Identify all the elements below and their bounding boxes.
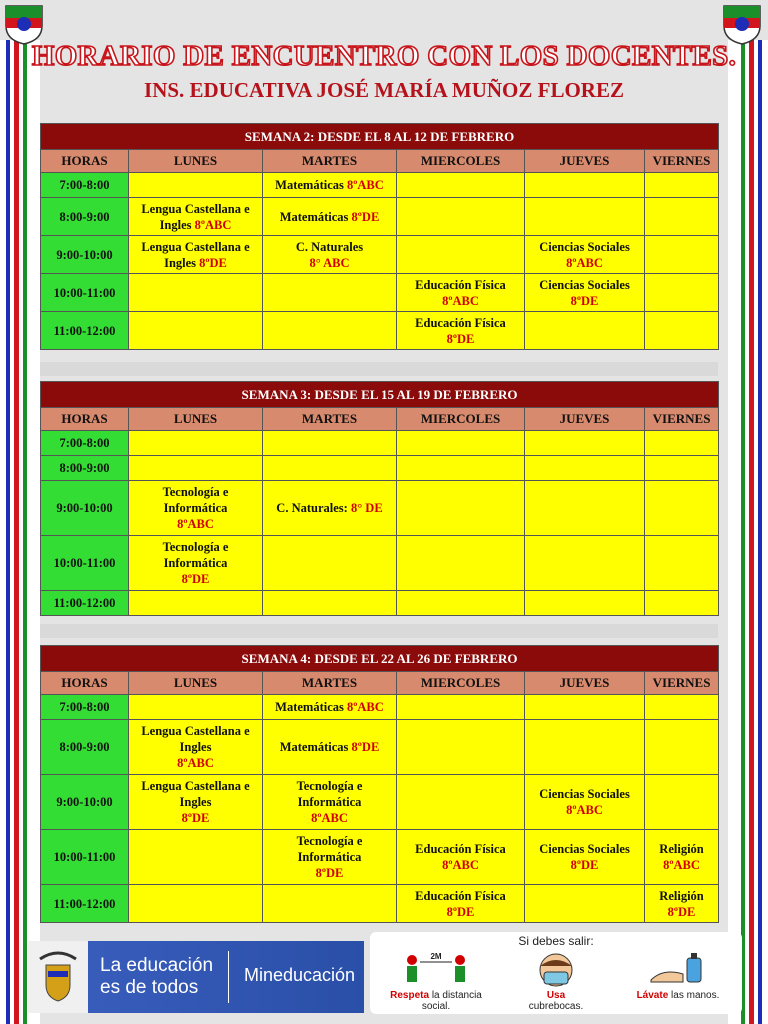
group-label: 8ºDE	[446, 904, 475, 919]
group-label: 8ºABC	[663, 858, 700, 872]
schedule-cell	[397, 274, 525, 312]
subject-name: Matemáticas	[275, 700, 344, 714]
schedule-cell	[397, 591, 525, 616]
subject-name: C. Naturales	[295, 239, 364, 254]
schedule-cell	[645, 274, 719, 312]
hour-slot: 7:00-8:00	[41, 173, 129, 198]
column-header-lunes: LUNES	[129, 408, 263, 431]
group-label: 8ºABC	[566, 255, 603, 270]
schedule-cell	[525, 775, 645, 830]
schedule-cell	[397, 720, 525, 775]
subject-name: Lengua Castellana e Ingles	[141, 239, 250, 270]
group-label: 8ºABC	[177, 517, 214, 531]
schedule-cell	[645, 885, 719, 923]
hour-slot: 7:00-8:00	[41, 695, 129, 720]
schedule-cell	[129, 274, 263, 312]
hour-slot: 11:00-12:00	[41, 885, 129, 923]
table-row	[41, 536, 719, 591]
schedule-cell	[645, 481, 719, 536]
column-header-horas: HORAS	[41, 408, 129, 431]
handwash-icon	[643, 950, 713, 990]
schedule-cell	[397, 198, 525, 236]
hour-slot: 8:00-9:00	[41, 198, 129, 236]
schedule-cell	[129, 720, 263, 775]
subject-name: Tecnología e Informática	[296, 834, 363, 864]
schedule-cell	[129, 591, 263, 616]
schedule-cell	[525, 198, 645, 236]
schedule-cell	[645, 456, 719, 481]
schedule-cell	[129, 431, 263, 456]
group-label: 8ºDE	[446, 331, 475, 346]
tip-distance: 2M Respeta la distancia social.	[390, 952, 482, 1012]
table-row	[41, 775, 719, 830]
schedule-cell	[263, 830, 397, 885]
table-row	[41, 274, 719, 312]
schedule-cell	[263, 173, 397, 198]
table-row	[41, 720, 719, 775]
subject-name: Matemáticas	[279, 740, 349, 754]
subject-name: C. Naturales:	[276, 501, 348, 515]
schedule-cell	[397, 536, 525, 591]
schedule-cell	[129, 536, 263, 591]
group-label: 8ºABC	[177, 756, 214, 770]
right-flag-stripes	[728, 40, 768, 1024]
group-label: 8ºABC	[566, 803, 603, 817]
schedule-cell	[645, 236, 719, 274]
group-label: 8ºDE	[570, 293, 599, 308]
schedule-week-3	[40, 381, 719, 616]
tips-heading: Si debes salir:	[518, 934, 594, 948]
group-label: 8ºABC	[347, 178, 384, 192]
schedule-week-4	[40, 645, 719, 923]
schedule-cell	[397, 775, 525, 830]
hour-slot: 8:00-9:00	[41, 720, 129, 775]
schedule-cell	[129, 312, 263, 350]
group-label: 8ºABC	[311, 811, 348, 825]
schedule-cell	[263, 720, 397, 775]
divider	[40, 362, 718, 376]
schedule-cell	[263, 236, 397, 274]
schedule-cell	[263, 695, 397, 720]
left-flag-stripes	[0, 40, 40, 1024]
schedule-cell	[525, 456, 645, 481]
subject-name: Lengua Castellana e Ingles	[141, 201, 250, 232]
schedule-week-2	[40, 123, 719, 350]
institution-name: INS. EDUCATIVA JOSÉ MARÍA MUÑOZ FLOREZ	[144, 78, 624, 102]
campaign-slogan: La educación es de todos	[100, 955, 214, 998]
column-header-lunes: LUNES	[129, 150, 263, 173]
schedule-cell	[263, 591, 397, 616]
subject-name: Tecnología e Informática	[162, 485, 229, 515]
column-header-lunes: LUNES	[129, 672, 263, 695]
schedule-cell	[525, 274, 645, 312]
schedule-cell	[397, 830, 525, 885]
subject-name: Ciencias Sociales	[539, 787, 630, 801]
schedule-cell	[525, 591, 645, 616]
page-title: HORARIO DE ENCUENTRO CON LOS DOCENTES.	[31, 40, 737, 72]
table-row	[41, 695, 719, 720]
schedule-cell	[645, 720, 719, 775]
subject-name: Ciencias Sociales	[539, 842, 630, 856]
schedule-cell	[397, 173, 525, 198]
ministry-name: Mineducación	[244, 965, 356, 985]
column-header-martes: MARTES	[263, 672, 397, 695]
table-row	[41, 198, 719, 236]
hour-slot: 11:00-12:00	[41, 591, 129, 616]
column-header-horas: HORAS	[41, 150, 129, 173]
table-row	[41, 830, 719, 885]
schedule-cell	[263, 536, 397, 591]
group-label: 8ºABC	[194, 217, 232, 232]
subject-name: Ciencias Sociales	[539, 277, 630, 292]
subject-name: Religión	[659, 888, 704, 903]
schedule-cell	[525, 536, 645, 591]
schedule-cell	[129, 456, 263, 481]
table-row	[41, 481, 719, 536]
subject-name: Religión	[659, 842, 704, 856]
column-header-viernes: VIERNES	[645, 408, 719, 431]
schedule-cell	[263, 885, 397, 923]
schedule-cell	[645, 775, 719, 830]
schedule-cell	[129, 775, 263, 830]
table-row	[41, 591, 719, 616]
group-label: 8ºDE	[351, 740, 380, 754]
subject-name: Lengua Castellana e Ingles	[141, 724, 250, 754]
schedule-cell	[525, 312, 645, 350]
tip-handwash: Lávate las manos.	[618, 950, 738, 1012]
schedule-cell	[645, 173, 719, 198]
table-row	[41, 236, 719, 274]
covid-tips-panel	[370, 932, 742, 1014]
group-label: 8ºDE	[351, 209, 380, 224]
subject-name: Lengua Castellana e Ingles	[141, 779, 250, 809]
group-label: 8ºDE	[570, 858, 599, 872]
schedule-cell	[129, 830, 263, 885]
hour-slot: 7:00-8:00	[41, 431, 129, 456]
subject-name: Matemáticas	[279, 209, 349, 224]
distance-badge: 2M	[430, 952, 442, 961]
week-heading: SEMANA 3: DESDE EL 15 AL 19 DE FEBRERO	[41, 382, 719, 408]
distance-icon	[396, 950, 476, 990]
group-label: 8ºDE	[315, 866, 344, 880]
schedule-cell	[525, 236, 645, 274]
column-header-jueves: JUEVES	[525, 408, 645, 431]
schedule-cell	[129, 481, 263, 536]
week-heading: SEMANA 2: DESDE EL 8 AL 12 DE FEBRERO	[41, 124, 719, 150]
subject-name: Tecnología e Informática	[162, 540, 229, 570]
column-header-miercoles: MIERCOLES	[397, 408, 525, 431]
group-label: 8° DE	[350, 501, 383, 515]
schedule-cell	[397, 431, 525, 456]
hour-slot: 11:00-12:00	[41, 312, 129, 350]
mineducacion-banner	[28, 941, 364, 1013]
table-row	[41, 431, 719, 456]
hour-slot: 8:00-9:00	[41, 456, 129, 481]
subject-name: Educación Física	[415, 315, 506, 330]
schedule-cell	[645, 431, 719, 456]
table-row	[41, 885, 719, 923]
week-heading: SEMANA 4: DESDE EL 22 AL 26 DE FEBRERO	[41, 646, 719, 672]
hour-slot: 9:00-10:00	[41, 236, 129, 274]
column-header-jueves: JUEVES	[525, 150, 645, 173]
group-label: 8° ABC	[309, 255, 350, 270]
schedule-cell	[397, 481, 525, 536]
group-label: 8ºABC	[347, 700, 384, 714]
hour-slot: 9:00-10:00	[41, 481, 129, 536]
group-label: 8ºDE	[181, 811, 210, 825]
column-header-martes: MARTES	[263, 408, 397, 431]
schedule-cell	[129, 236, 263, 274]
subject-name: Tecnología e Informática	[296, 779, 363, 809]
schedule-cell	[129, 885, 263, 923]
subject-name: Ciencias Sociales	[539, 239, 630, 254]
schedule-cell	[525, 885, 645, 923]
column-header-jueves: JUEVES	[525, 672, 645, 695]
group-label: 8ºDE	[667, 904, 696, 919]
schedule-cell	[263, 431, 397, 456]
group-label: 8ºABC	[442, 293, 479, 308]
schedule-cell	[129, 173, 263, 198]
schedule-cell	[263, 481, 397, 536]
schedule-cell	[645, 312, 719, 350]
schedule-cell	[263, 274, 397, 312]
table-row	[41, 173, 719, 198]
schedule-cell	[645, 591, 719, 616]
schedule-cell	[525, 720, 645, 775]
schedule-cell	[525, 431, 645, 456]
column-header-miercoles: MIERCOLES	[397, 150, 525, 173]
hour-slot: 10:00-11:00	[41, 536, 129, 591]
group-label: 8ºABC	[442, 858, 479, 872]
column-header-viernes: VIERNES	[645, 672, 719, 695]
column-header-miercoles: MIERCOLES	[397, 672, 525, 695]
schedule-cell	[645, 830, 719, 885]
schedule-cell	[263, 198, 397, 236]
schedule-cell	[263, 775, 397, 830]
schedule-cell	[263, 312, 397, 350]
tip-mask: Usa cubrebocas.	[496, 950, 616, 1012]
hour-slot: 10:00-11:00	[41, 830, 129, 885]
column-header-horas: HORAS	[41, 672, 129, 695]
schedule-cell	[525, 173, 645, 198]
group-label: 8ºDE	[181, 572, 210, 586]
schedule-cell	[397, 885, 525, 923]
hour-slot: 10:00-11:00	[41, 274, 129, 312]
subject-name: Educación Física	[415, 888, 506, 903]
schedule-cell	[129, 198, 263, 236]
subject-name: Educación Física	[415, 842, 506, 856]
column-header-martes: MARTES	[263, 150, 397, 173]
schedule-cell	[397, 312, 525, 350]
table-row	[41, 312, 719, 350]
schedule-cell	[525, 695, 645, 720]
schedule-cell	[263, 456, 397, 481]
mask-icon	[526, 950, 586, 990]
schedule-cell	[525, 830, 645, 885]
schedule-cell	[525, 481, 645, 536]
colombia-crest-icon	[28, 941, 88, 1013]
schedule-cell	[645, 536, 719, 591]
schedule-cell	[129, 695, 263, 720]
divider	[40, 624, 718, 638]
schedule-cell	[397, 695, 525, 720]
table-row	[41, 456, 719, 481]
hour-slot: 9:00-10:00	[41, 775, 129, 830]
schedule-cell	[397, 456, 525, 481]
schedule-cell	[645, 695, 719, 720]
group-label: 8ºDE	[199, 255, 227, 270]
column-header-viernes: VIERNES	[645, 150, 719, 173]
schedule-cell	[397, 236, 525, 274]
subject-name: Educación Física	[415, 277, 506, 292]
schedule-cell	[645, 198, 719, 236]
subject-name: Matemáticas	[275, 178, 344, 192]
